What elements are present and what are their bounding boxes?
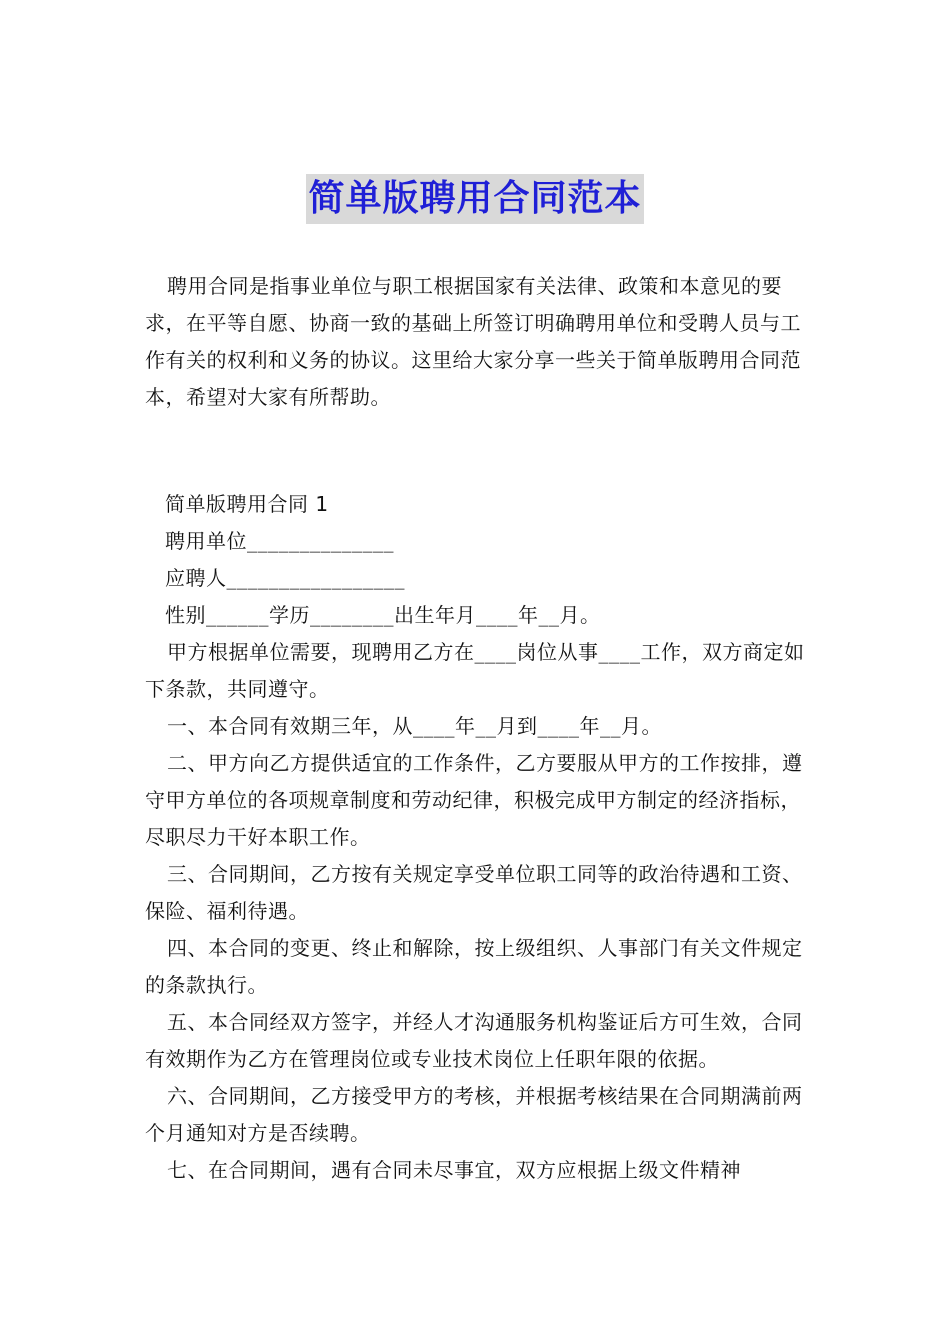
clause-4: 四、本合同的变更、终止和解除，按上级组织、人事部门有关文件规定的条款执行。	[145, 936, 803, 997]
intro-paragraph: 聘用合同是指事业单位与职工根据国家有关法律、政策和本意见的要求，在平等自愿、协商一致的基础上所签订明确聘用单位和受聘人员与工作有关的权利和义务的协议。这里给大家分享一些关于简单版聘用合同范本，希望对大家有所帮助。	[145, 274, 801, 409]
clause-5: 五、本合同经双方签字，并经人才沟通服务机构鉴证后方可生效，合同有效期作为乙方在管理岗位或专业技术岗位上任职年限的依据。	[145, 1010, 803, 1071]
personal-info-field: 性别______学历________出生年月____年__月。	[165, 603, 601, 627]
clause-2: 二、甲方向乙方提供适宜的工作条件，乙方要服从甲方的工作按排，遵守甲方单位的各项规章制度和劳动纪律，积极完成甲方制定的经济指标，尽职尽力干好本职工作。	[145, 751, 803, 849]
clause-intro: 甲方根据单位需要，现聘用乙方在____岗位从事____工作，双方商定如下条款，共同遵守。	[145, 640, 805, 701]
clause-7: 七、在合同期间，遇有合同未尽事宜，双方应根据上级文件精神	[167, 1158, 741, 1182]
contract-heading: 简单版聘用合同 1	[165, 492, 329, 516]
clause-3: 三、合同期间，乙方按有关规定享受单位职工同等的政治待遇和工资、保险、福利待遇。	[145, 862, 803, 923]
employee-field: 应聘人_________________	[165, 566, 405, 590]
title-container	[0, 174, 950, 224]
clause-1: 一、本合同有效期三年，从____年__月到____年__月。	[167, 714, 662, 738]
employer-field: 聘用单位______________	[165, 529, 394, 553]
contract-body	[145, 486, 810, 1189]
clause-6: 六、合同期间，乙方接受甲方的考核，并根据考核结果在合同期满前两个月通知对方是否续聘。	[145, 1084, 803, 1145]
document-title: 简单版聘用合同范本	[306, 174, 643, 224]
